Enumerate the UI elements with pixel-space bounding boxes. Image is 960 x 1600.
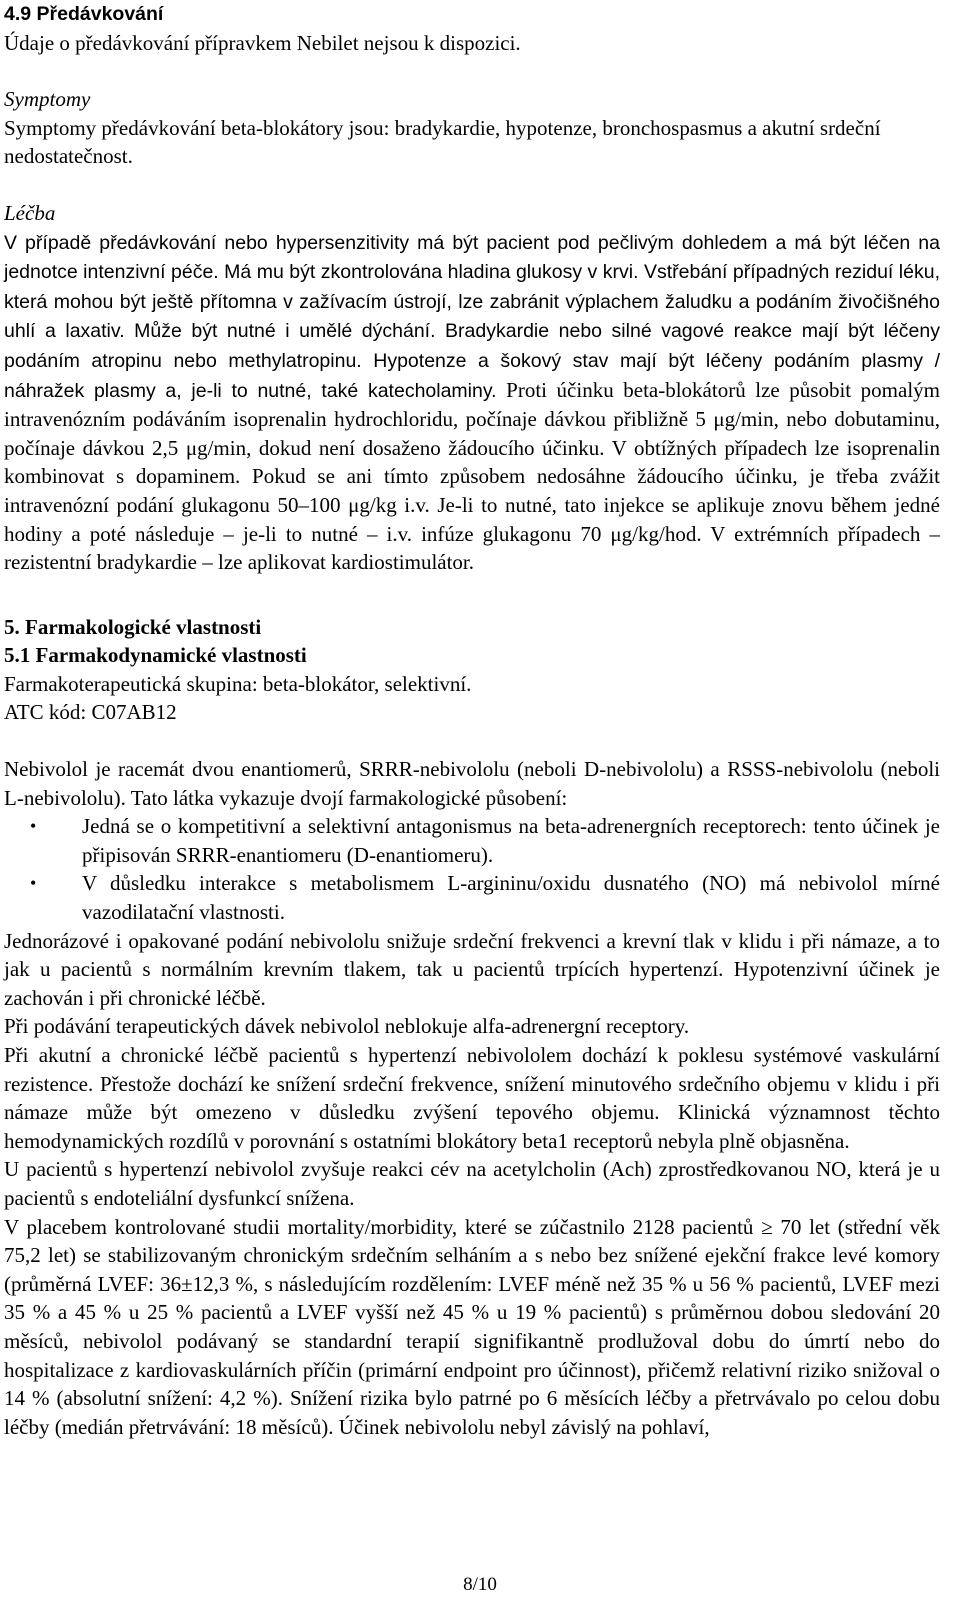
list-item	[4, 869, 940, 926]
paragraph-mortality-study: V placebem kontrolované studii mortality/morbidity, které se zúčastnilo 2128 pacientů ≥ 70 let (střední věk 75,2 let) se stabilizovaným chronickým srdečním selháním a s nebo bez snížené ejekční frakce levé komory (průměrná LVEF: 36±12,3 %, s následujícím rozdělením: LVEF méně než 35 % u 56 % pacientů, LVEF mezi 35 % a 45 % u 25 % pacientů a LVEF vyšší než 45 % u 19 % pacientů) s průměrnou dobou sledování 20 měsíců, nebivolol podávaný se standardní terapií signifikantně prodlužoval dobu do úmrtí nebo do hospitalizace z kardiovaskulárních příčin (primární endpoint pro účinnost), přičemž relativní riziko snižoval o 14 % (absolutní snížení: 4,2 %). Snížení rizika bylo patrné po 6 měsících léčby a přetrvávalo po celou dobu léčby (medián přetrvávání: 18 měsíců). Účinek nebivololu nebyl závislý na pohlaví,	[4, 1214, 940, 1439]
spacer	[4, 577, 940, 613]
overdose-intro: Údaje o předávkování přípravkem Nebilet nejsou k dispozici.	[4, 30, 521, 55]
symptoms-title: Symptomy	[4, 87, 91, 112]
list-item-text: Jedná se o kompetitivní a selektivní antagonismus na beta-adrenergních receptorech: tento účinek je připisován SRRR-enantiomeru (D-enantiomeru).	[82, 814, 940, 867]
list-item	[4, 812, 940, 869]
spacer	[4, 171, 940, 199]
document-page	[4, 0, 940, 1441]
page-number: 8/10	[463, 1574, 497, 1595]
section-4-9-heading: 4.9 Předávkování	[4, 3, 164, 25]
paragraph-acetylcholine: U pacientů s hypertenzí nebivolol zvyšuje reakci cév na acetylcholin (Ach) zprostředkovanou NO, která je u pacientů s endoteliální dysfunkcí snížena.	[4, 1157, 940, 1210]
treatment-text	[4, 228, 940, 577]
treatment-text-serif: Proti účinku beta-blokátorů lze působit pomalým intravenózním podáváním isoprenalin hydrochloridu, počínaje dávkou přibližně 5 μg/min, nebo dobutaminu, počínaje dávkou 2,5 μg/min, dokud není dosaženo žádoucího účinku. V obtížných případech lze isoprenalin kombinovat s dopaminem. Pokud se ani tímto způsobem nedosáhne žádoucího účinku, je třeba zvážit intravenózní podání glukagonu 50–100 μg/kg i.v. Je-li to nutné, tato injekce se aplikuje znovu během jedné hodiny a poté následuje – je-li to nutné – i.v. infúze glukagonu 70 μg/kg/hod. V extrémních případech – rezistentní bradykardie – lze aplikovat kardiostimulátor.	[4, 377, 941, 575]
spacer	[4, 57, 940, 85]
spacer	[4, 727, 940, 755]
bullet-icon: •	[30, 873, 37, 894]
paragraph-alpha: Při podávání terapeutických dávek nebivolol neblokuje alfa-adrenergní receptory.	[4, 1014, 690, 1039]
bullet-icon: •	[30, 816, 37, 837]
treatment-title: Léčba	[4, 200, 56, 225]
paragraph-racemate: Nebivolol je racemát dvou enantiomerů, SRRR-nebivololu (neboli D-nebivololu) a RSSS-nebivololu (neboli L-nebivololu). Tato látka vykazuje dvojí farmakologické působení:	[4, 757, 940, 810]
treatment-text-sans: V případě předávkování nebo hypersenzitivity má být pacient pod pečlivým dohledem a má být léčen na jednotce intenzivní péče. Má mu být zkontrolována hladina glukosy v krvi. Vstřebání případných reziduí léku, která mohou být ještě přítomna v zažívacím ústrojí, lze zabránit výplachem žaludku a podáním živočišného uhlí a laxativ. Může být nutné i umělé dýchání. Bradykardie nebo silné vagové reakce mají být léčeny podáním atropinu nebo methylatropinu. Hypotenze a šokový stav mají být léčeny podáním plasmy / náhražek plasmy a, je-li to nutné, také katecholaminy.	[4, 231, 940, 402]
paragraph-heart-rate: Jednorázové i opakované podání nebivololu snižuje srdeční frekvenci a krevní tlak v klidu i při námaze, a to jak u pacientů s normálním krevním tlakem, tak u pacientů trpících hypertenzí. Hypotenzivní účinek je zachován i při chronické léčbě.	[4, 928, 940, 1010]
pharmacotherapeutic-group: Farmakoterapeutická skupina: beta-blokátor, selektivní.	[4, 671, 472, 696]
symptoms-text: Symptomy předávkování beta-blokátory jsou: bradykardie, hypotenze, bronchospasmus a akutní srdeční nedostatečnost.	[4, 115, 881, 169]
atc-code: ATC kód: C07AB12	[4, 700, 177, 725]
list-item-text: V důsledku interakce s metabolismem L-argininu/oxidu dusnatého (NO) má nebivolol mírné vazodilatační vlastnosti.	[82, 871, 940, 925]
action-list	[4, 812, 940, 926]
section-5-1-heading: 5.1 Farmakodynamické vlastnosti	[4, 643, 307, 668]
paragraph-resistance: Při akutní a chronické léčbě pacientů s hypertenzí nebivololem dochází k poklesu systémové vaskulární rezistence. Přestože dochází ke snížení srdeční frekvence, snížení minutového srdečního objemu v klidu i při námaze může být omezeno v důsledku zvýšení tepového objemu. Klinická významnost těchto hemodynamických rozdílů v porovnání s ostatními blokátory beta1 receptorů nebyla plně objasněna.	[4, 1043, 940, 1153]
section-5-heading: 5. Farmakologické vlastnosti	[4, 614, 262, 639]
